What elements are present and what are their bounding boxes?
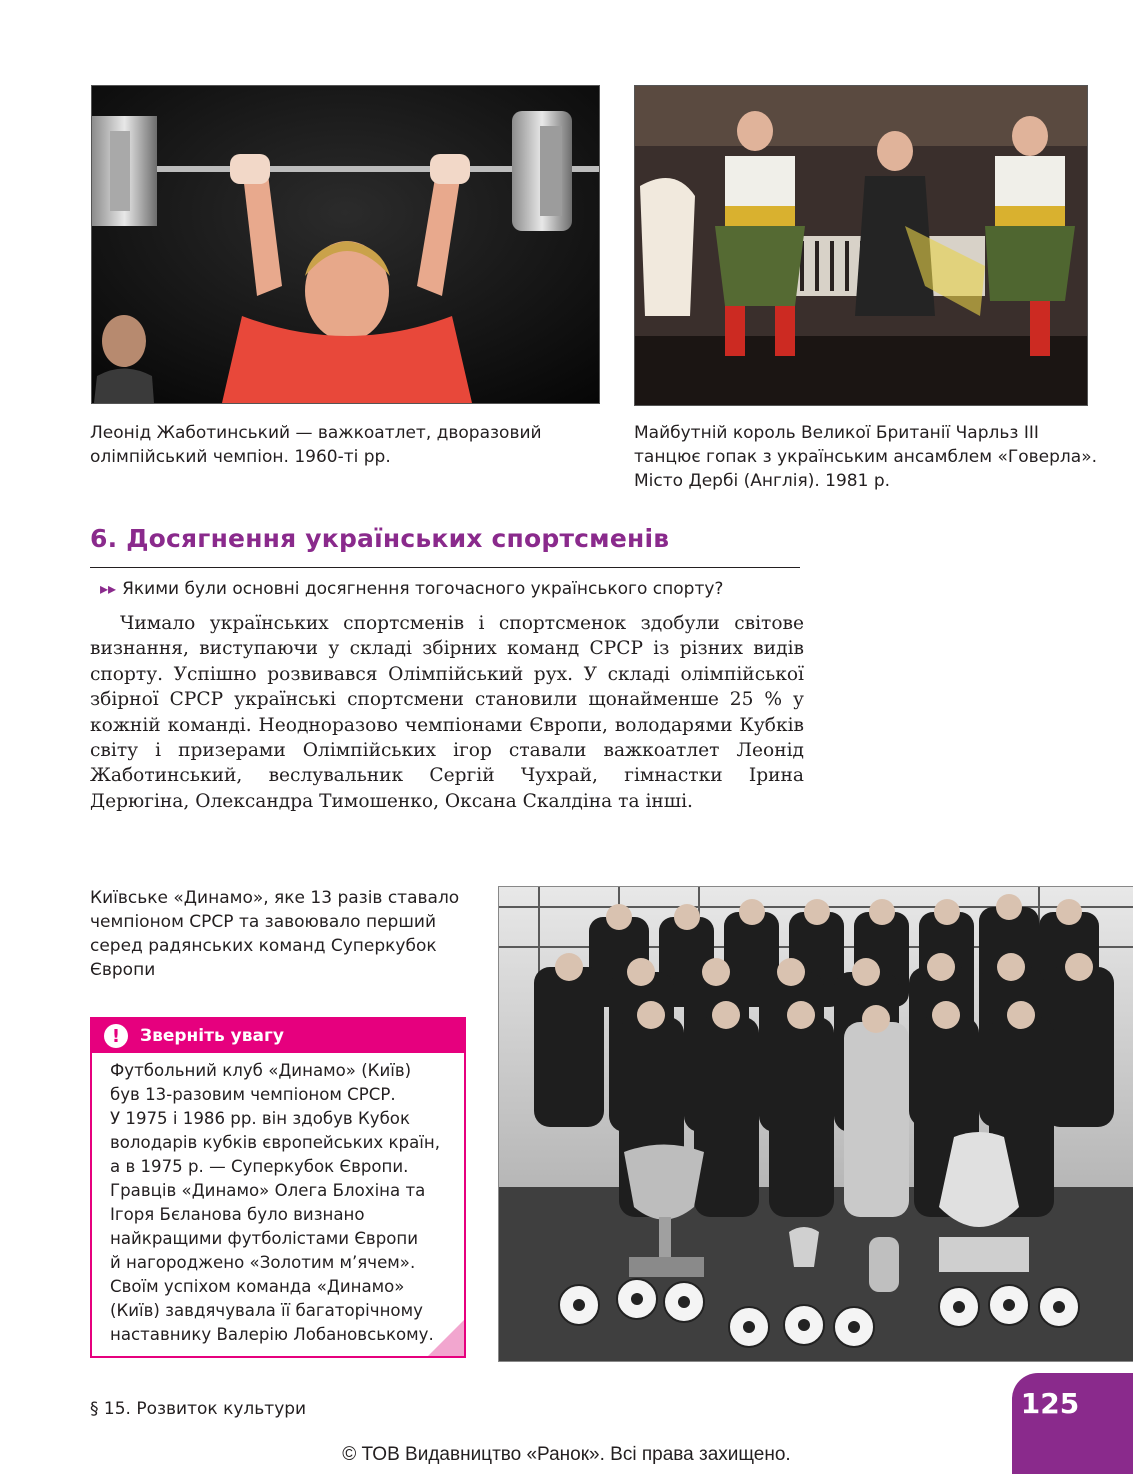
note-line: Ігоря Бєланова було визнано [110, 1205, 365, 1224]
note-line: був 13-разовим чемпіоном СРСР. [110, 1085, 396, 1104]
section-paragraph [90, 611, 804, 814]
page-number: 125 [1020, 1387, 1080, 1420]
chapter-footer: § 15. Розвиток культури [90, 1399, 307, 1419]
note-line: наставнику Валерію Лобановському. [110, 1325, 434, 1344]
note-line: Своїм успіхом команда «Динамо» [110, 1277, 405, 1296]
caption-line: Леонід Жаботинський — важкоатлет, дворазовий [90, 423, 542, 443]
dynamo-team-photo-image [499, 887, 1133, 1361]
caption-line: серед радянських команд Суперкубок [90, 936, 437, 956]
note-line: володарів кубків європейських країн, [110, 1133, 440, 1152]
caption-line: Європи [90, 960, 156, 980]
weightlifter-caption [90, 421, 590, 469]
attention-header [92, 1019, 464, 1053]
dynamo-team-photo [498, 886, 1133, 1362]
attention-body [92, 1053, 464, 1347]
hopak-dance-photo-image [635, 86, 1087, 405]
hopak-dance-photo [634, 85, 1088, 406]
dynamo-caption [90, 886, 480, 982]
hopak-caption [634, 421, 1114, 493]
weightlifter-photo-image [92, 86, 599, 403]
caption-line: Місто Дербі (Англія). 1981 р. [634, 471, 891, 491]
caption-line: танцює гопак з українським ансамблем «Говерла». [634, 447, 1098, 467]
note-line: Гравців «Динамо» Олега Блохіна та [110, 1181, 426, 1200]
note-line: а в 1975 р. — Суперкубок Європи. [110, 1157, 409, 1176]
attention-title: Зверніть увагу [140, 1026, 284, 1046]
page-corner-decoration [428, 1320, 464, 1356]
section-divider [90, 567, 800, 568]
note-line: (Київ) завдячувала її багаторічному [110, 1301, 423, 1320]
weightlifter-photo [91, 85, 600, 404]
note-line: Футбольний клуб «Динамо» (Київ) [110, 1061, 412, 1080]
attention-box [90, 1017, 466, 1358]
guiding-question [100, 577, 723, 601]
caption-line: олімпійський чемпіон. 1960-ті рр. [90, 447, 391, 467]
question-text: Якими були основні досягнення тогочасного українського спорту? [122, 579, 724, 599]
double-arrow-icon: ▸▸ [100, 579, 117, 598]
note-line: найкращими футболістами Європи [110, 1229, 419, 1248]
section-title: 6. Досягнення українських спортсменів [90, 524, 670, 553]
note-line: й нагороджено «Золотим м’ячем». [110, 1253, 416, 1272]
exclamation-icon: ! [104, 1024, 128, 1048]
note-line: У 1975 і 1986 рр. він здобув Кубок [110, 1109, 410, 1128]
caption-line: Майбутній король Великої Британії Чарльз III [634, 423, 1039, 443]
caption-line: Київське «Динамо», яке 13 разів ставало [90, 888, 460, 908]
paragraph-text: Чимало українських спортсменів і спортсменок здобули світове визнання, виступаючи у складі збірних команд СРСР із різних видів спорту. Успішно розвивався Олімпійський рух. У складі олімпійської збірної СРСР українські спортсмени становили щонайменше 25 % у кожній команді. Неодноразово чемпіонами Європи, володарями Кубків світу і призерами Олімпійських ігор ставали важкоатлет Леонід Жаботинський, веслувальник Сергій Чухрай, гімнастки Ірина Дерюгіна, Олександра Тимошенко, Оксана Скалдіна та інші. [90, 613, 804, 812]
caption-line: чемпіоном СРСР та завоювало перший [90, 912, 436, 932]
copyright-notice: © ТОВ Видавництво «Ранок». Всі права захищено. [342, 1444, 791, 1465]
